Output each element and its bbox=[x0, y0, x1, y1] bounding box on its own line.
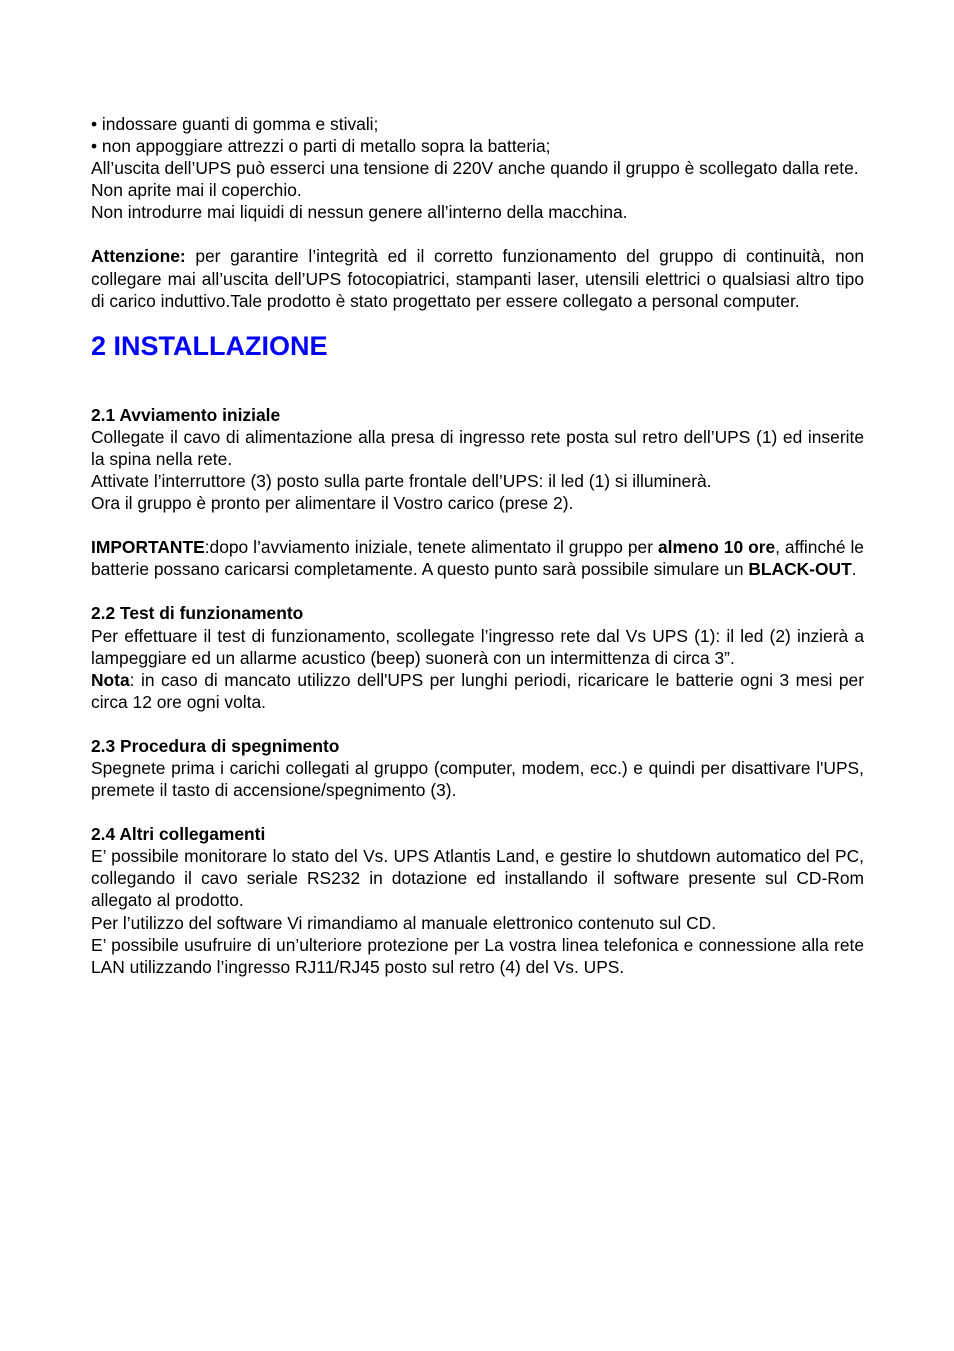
important-text-1: :dopo l’avviamento iniziale, tenete alimentato il gruppo per bbox=[204, 537, 658, 558]
intro-liquids-warning: Non introdurre mai liquidi di nessun genere all’interno della macchina. bbox=[91, 202, 628, 223]
s22-paragraph-1: Per effettuare il test di funzionamento, scollegate l’ingresso rete dal Vs UPS (1): il led (2) inzierà a lampeggiare ed un allarme acustico (beep) suonerà con un intermittenza di circa 3”. bbox=[91, 625, 864, 668]
subsection-title-2-4: 2.4 Altri collegamenti bbox=[91, 824, 266, 845]
attention-label: Attenzione: bbox=[91, 246, 186, 267]
document-page bbox=[91, 113, 864, 978]
s24-paragraph-2: Per l’utilizzo del software Vi rimandiamo al manuale elettronico contenuto sul CD. bbox=[91, 912, 717, 933]
subsection-title-2-1: 2.1 Avviamento iniziale bbox=[91, 404, 281, 425]
intro-voltage-warning: All’uscita dell’UPS può esserci una tensione di 220V anche quando il gruppo è scollegato dalla rete. Non aprite mai il coperchio. bbox=[91, 158, 859, 201]
intro-bullet-tools: • non appoggiare attrezzi o parti di metallo sopra la batteria; bbox=[91, 136, 551, 157]
spacer bbox=[91, 223, 864, 245]
important-text-3: . bbox=[851, 559, 857, 580]
spacer bbox=[91, 713, 864, 735]
spacer bbox=[91, 580, 864, 602]
s24-paragraph-3: E’ possibile usufruire di un’ulteriore protezione per La vostra linea telefonica e connessione alla rete LAN utilizzando l’ingresso RJ11/RJ45 posto sul retro (4) del Vs. UPS. bbox=[91, 934, 864, 977]
important-paragraph bbox=[91, 536, 864, 580]
note-label: Nota bbox=[91, 669, 130, 690]
note-text: : in caso di mancato utilizzo dell'UPS per lunghi periodi, ricaricare le batterie ogni 3 mesi per circa 12 ore ogni volta. bbox=[91, 669, 864, 712]
s21-paragraph-2: Attivate l’interruttore (3) posto sulla parte frontale dell’UPS: il led (1) si illuminerà. bbox=[91, 471, 712, 492]
intro-bullet-gloves: • indossare guanti di gomma e stivali; bbox=[91, 114, 379, 134]
spacer bbox=[91, 801, 864, 823]
spacer bbox=[91, 366, 864, 404]
important-label: IMPORTANTE bbox=[91, 537, 205, 558]
important-text-2: , affinché le batterie possano caricarsi completamente. A questo punto sarà possibile simulare un bbox=[91, 537, 864, 580]
attention-text: per garantire l’integrità ed il corretto funzionamento del gruppo di continuità, non collegare mai all’uscita dell’UPS fotocopiatrici, stampanti laser, utensili elettrici o qualsiasi altro tipo di carico induttivo.Tale prodotto è stato progettato per essere collegato a personal computer. bbox=[91, 246, 864, 311]
s24-paragraph-1: E’ possibile monitorare lo stato del Vs. UPS Atlantis Land, e gestire lo shutdown automatico del PC, collegando il cavo seriale RS232 in dotazione ed installando il software presente sul CD-Rom allegato al prodotto. bbox=[91, 846, 864, 911]
spacer bbox=[91, 514, 864, 536]
important-bold-blackout: BLACK-OUT bbox=[748, 559, 852, 580]
subsection-title-2-2: 2.2 Test di funzionamento bbox=[91, 603, 304, 624]
important-bold-hours: almeno 10 ore bbox=[657, 537, 776, 558]
s23-paragraph-1: Spegnete prima i carichi collegati al gruppo (computer, modem, ecc.) e quindi per disattivare l'UPS, premete il tasto di accensione/spegnimento (3). bbox=[91, 757, 864, 801]
attention-paragraph bbox=[91, 245, 864, 311]
s21-paragraph-1: Collegate il cavo di alimentazione alla presa di ingresso rete posta sul retro dell’UPS (1) ed inserite la spina nella rete. bbox=[91, 426, 864, 469]
s21-paragraph-3: Ora il gruppo è pronto per alimentare il Vostro carico (prese 2). bbox=[91, 493, 574, 514]
note-paragraph bbox=[91, 669, 864, 713]
subsection-title-2-3: 2.3 Procedura di spegnimento bbox=[91, 735, 340, 756]
section-title: 2 INSTALLAZIONE bbox=[91, 330, 328, 361]
